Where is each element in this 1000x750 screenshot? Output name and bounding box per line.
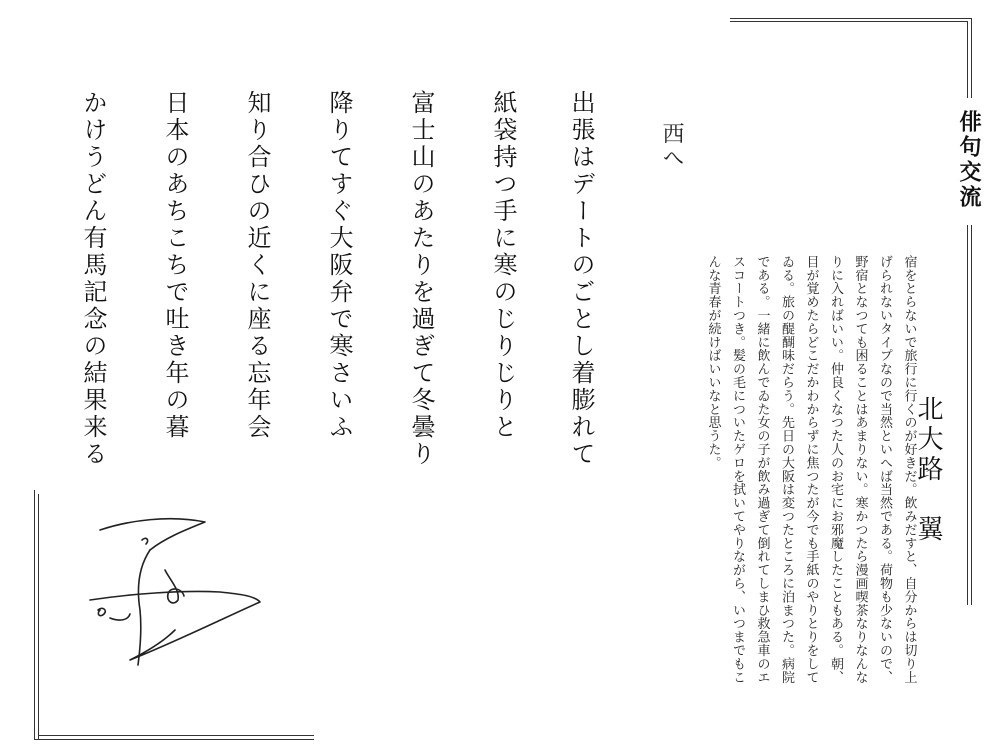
frame-line — [971, 18, 972, 98]
frame-line — [967, 225, 968, 605]
haiku-series-title: 西へ — [659, 122, 684, 170]
haiku-line: 降りてすぐ大阪弁で寒さいふ — [325, 90, 353, 441]
haiku-line: 知り合ひの近くに座る忘年会 — [243, 90, 271, 441]
frame-line — [971, 225, 972, 605]
handwritten-signature — [70, 510, 270, 670]
frame-line — [34, 490, 35, 740]
haiku-line: 紙袋持つ手に寒のじりじりと — [489, 90, 517, 441]
haiku-line: 出張はデートのごとし着膨れて — [567, 90, 595, 468]
frame-line — [730, 18, 972, 19]
essay-text: 宿をとらないで旅行に行くのが好きだ。飲みだすと、自分からは切り上げられないタイプなので当然といへば当然である。荷物も少ないので、野宿となつても困ることはあまりない。寒かつたら漫画喫茶なりなんなりに入ればいい。仲良くなつた人のお宅にお邪魔したこともある。朝、目が覚めたらどこだかわからずに焦つたが今でも手紙のやりとりをしてゐる。旅の醍醐味だらう。先日の大阪は変つたところに泊まつた。病院である。一緒に飲んでゐた女の子が飲み過ぎて倒れてしまひ救急車のエスコートつき。髪の毛についたゲロを拭いてやりながら、いつまでもこんな青春が続けばいいなと思うた。 — [705, 255, 917, 684]
haiku-line: 日本のあちこちで吐き年の暮 — [161, 90, 189, 441]
frame-line — [34, 739, 314, 740]
haiku-line: かけうどん有馬記念の結果来る — [79, 90, 107, 468]
section-title: 俳句交流 — [956, 110, 981, 210]
frame-line — [38, 735, 314, 736]
frame-line — [38, 494, 39, 740]
author-name: 北大路 翼 — [913, 395, 943, 545]
frame-line — [730, 21, 968, 22]
frame-line — [967, 21, 968, 98]
haiku-line: 富士山のあたりを過ぎて冬曇り — [407, 90, 435, 468]
